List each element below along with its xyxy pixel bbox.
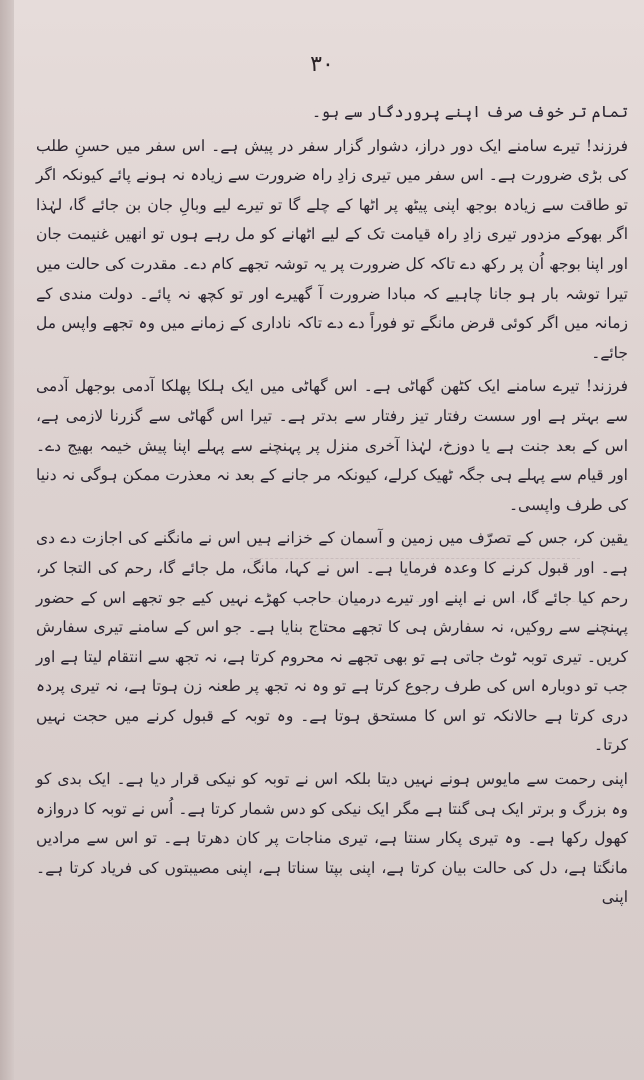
page-edge-shadow [0, 0, 14, 1080]
paragraph-1: تمام تر خوف صرف اپنے پروردگار سے ہو۔ [311, 103, 628, 121]
paragraph-3: فرزند! تیرے سامنے ایک کٹھن گھاٹی ہے۔ اس گھاٹی میں ایک ہلکا پھلکا آدمی بوجھل آدمی سے بہتر ہے اور سست رفتار تیز رفتار سے بدتر ہے۔ تیرا اس گھاٹی سے گزرنا لازمی ہے، اس کے بعد جنت ہے یا دوزخ، لہٰذا آخری منزل پر پہنچنے سے پہلے اپنا پیش خیمہ بھیج دے۔ اور قیام سے پہلے ہی جگہ ٹھیک کرلے، کیونکہ مر جانے کے بعد نہ معذرت ممکن ہوگی نہ دنیا کی طرف واپسی۔ [36, 377, 628, 514]
urdu-text-body [36, 98, 628, 913]
page-number: ۳۰ [310, 52, 334, 77]
paragraph-2: فرزند! تیرے سامنے ایک دور دراز، دشوار گزار سفر در پیش ہے۔ اس سفر میں حسنِ طلب کی بڑی ضرورت ہے۔ اس سفر میں تیری زادِ راہ ضرورت سے زیادہ نہ ہونے پائے کیونکہ اگر تو طاقت سے زیادہ بوجھ اپنی پیٹھ پر اٹھا کے چلے گا تو تیرے لیے وبالِ جان بن جائے گا، لہٰذا اگر بھوکے مزدور تیری زادِ راہ قیامت تک کے لیے اٹھانے کو مل رہے ہوں تو انھیں غنیمت جان اور اپنا بوجھ اُن پر رکھ دے تاکہ کل ضرورت پر یہ توشہ تجھے کام دے۔ مقدرت کی حالت میں تیرا توشہ بار ہو جانا چاہیے کہ مبادا ضرورت آ گھیرے اور تو کچھ نہ پائے۔ دولت مندی کے زمانہ میں اگر کوئی قرض مانگے تو فوراً دے دے تاکہ ناداری کے زمانے میں وہ تجھے واپس مل جائے۔ [36, 136, 628, 362]
paragraph-4: یقین کر، جس کے تصرّف میں زمین و آسمان کے خزانے ہیں اس نے مانگنے کی اجازت دے دی ہے۔ اور قبول کرنے کا وعدہ فرمایا ہے۔ اس نے کہا، مانگ، مل جائے گا، رحم کی التجا کر، رحم کیا جائے گا، اس نے اپنے اور تیرے درمیان حاجب کھڑے نہیں کیے جو تجھے اس کے حضور پہنچنے سے روکیں، نہ سفارش ہی کا تجھے محتاج بنایا ہے۔ جو اس کے سامنے تیری سفارش کریں۔ تیری توبہ ٹوٹ جاتی ہے تو بھی تجھے نہ محروم کرتا ہے، نہ تجھ سے انتقام لیتا ہے اور جب تو دوبارہ اس کی طرف رجوع کرتا ہے تو وہ نہ تجھ پر طعنہ زن ہوتا ہے، نہ تیری پردہ دری کرتا ہے حالانکہ تو اس کا مستحق ہوتا ہے۔ وہ توبہ کے قبول کرنے میں حجت نہیں کرتا۔ [36, 529, 628, 755]
paragraph-5: اپنی رحمت سے مایوس ہونے نہیں دیتا بلکہ اس نے توبہ کو نیکی قرار دیا ہے۔ ایک بدی کو وہ بزرگ و برتر ایک ہی گنتا ہے مگر ایک نیکی کو دس شمار کرتا ہے۔ اُس نے توبہ کا دروازہ کھول رکھا ہے۔ وہ تیری پکار سنتا ہے، تیری مناجات پر کان دھرتا ہے۔ تو اس سے مرادیں مانگتا ہے، دل کی حالت بیان کرتا ہے، اپنی بپتا سناتا ہے، اپنی مصیبتوں کی فریاد کرتا ہے۔ اپنی [36, 770, 628, 907]
